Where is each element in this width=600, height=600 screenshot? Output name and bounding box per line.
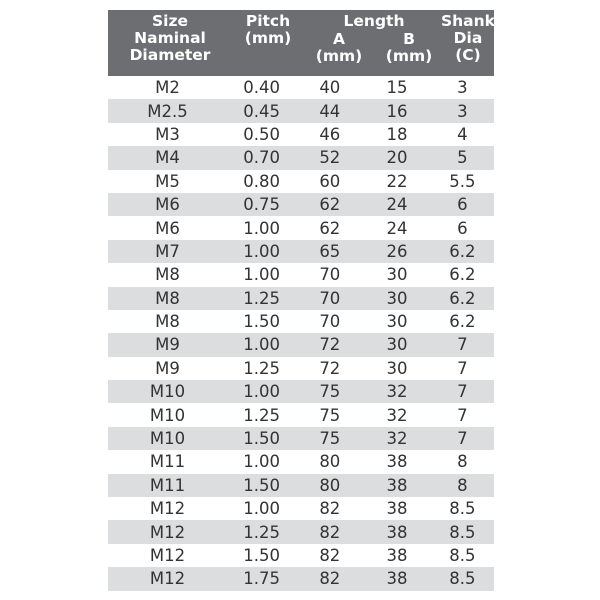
cell-size: M6 <box>155 195 180 215</box>
header-size-line: Naminal <box>134 29 206 47</box>
header-length-b <box>374 31 444 65</box>
cell-shank-dia: 6 <box>457 195 468 215</box>
cell-length-b: 20 <box>386 148 408 168</box>
cell-pitch: 0.50 <box>243 124 280 144</box>
cell-pitch: 1.50 <box>243 546 280 565</box>
cell-pitch: 1.00 <box>243 241 280 261</box>
cell-pitch: 1.00 <box>243 265 280 285</box>
cell-length-b: 30 <box>386 288 408 308</box>
cell-size: M4 <box>155 148 180 168</box>
cell-pitch: 1.00 <box>243 452 280 472</box>
cell-length-b: 22 <box>386 171 408 191</box>
cell-pitch: 1.00 <box>243 335 280 355</box>
header-shank-dia <box>438 13 498 64</box>
cell-pitch: 1.00 <box>243 499 280 519</box>
cell-pitch: 1.50 <box>243 475 280 495</box>
header-b-line: B <box>403 30 415 48</box>
cell-length-a: 75 <box>319 382 341 402</box>
cell-shank-dia: 6.2 <box>449 241 476 261</box>
cell-length-b: 15 <box>386 78 408 98</box>
cell-size: M12 <box>149 499 186 519</box>
cell-length-b: 32 <box>386 405 408 425</box>
cell-shank-dia: 5 <box>457 148 468 168</box>
cell-size: M7 <box>155 241 180 261</box>
header-pitch-line: (mm) <box>244 29 292 47</box>
header-shank-line: (C) <box>455 46 481 64</box>
cell-shank-dia: 7 <box>457 382 468 402</box>
table-row <box>108 520 494 543</box>
cell-length-b: 38 <box>386 546 408 565</box>
cell-shank-dia: 6.2 <box>449 265 476 285</box>
cell-length-b: 32 <box>386 429 408 449</box>
cell-size: M10 <box>149 429 186 449</box>
header-length: Length <box>343 12 405 30</box>
header-size-line: Size <box>151 12 188 30</box>
cell-length-b: 32 <box>386 382 408 402</box>
thread-size-table <box>108 10 494 591</box>
cell-pitch: 0.80 <box>243 171 280 191</box>
table-row <box>108 403 494 426</box>
cell-size: M6 <box>155 218 180 238</box>
header-shank-line: Shank <box>440 12 495 30</box>
table-row <box>108 333 494 356</box>
cell-length-a: 82 <box>319 546 341 565</box>
cell-pitch: 1.75 <box>243 569 280 589</box>
table-row <box>108 170 494 193</box>
table-row <box>108 567 494 590</box>
cell-length-b: 24 <box>386 218 408 238</box>
cell-length-b: 24 <box>386 195 408 215</box>
cell-length-a: 46 <box>319 124 341 144</box>
cell-pitch: 0.75 <box>243 195 280 215</box>
table-row <box>108 544 494 567</box>
cell-size: M5 <box>155 171 180 191</box>
cell-size: M12 <box>149 569 186 589</box>
cell-shank-dia: 4 <box>457 124 468 144</box>
header-a-line: A <box>333 30 345 48</box>
cell-length-a: 70 <box>319 288 341 308</box>
cell-length-b: 30 <box>386 335 408 355</box>
cell-length-a: 52 <box>319 148 341 168</box>
cell-size: M11 <box>149 475 186 495</box>
cell-size: M10 <box>149 405 186 425</box>
table-row <box>108 76 494 99</box>
cell-length-b: 38 <box>386 452 408 472</box>
cell-shank-dia: 8.5 <box>449 499 476 519</box>
cell-length-a: 82 <box>319 499 341 519</box>
cell-length-a: 62 <box>319 218 341 238</box>
table-row <box>108 380 494 403</box>
cell-length-b: 38 <box>386 569 408 589</box>
cell-shank-dia: 7 <box>457 429 468 449</box>
cell-length-b: 26 <box>386 241 408 261</box>
cell-size: M9 <box>155 335 180 355</box>
cell-length-a: 80 <box>319 452 341 472</box>
cell-pitch: 1.25 <box>243 288 280 308</box>
cell-shank-dia: 6.2 <box>449 288 476 308</box>
cell-size: M8 <box>155 288 180 308</box>
cell-length-b: 38 <box>386 522 408 542</box>
cell-length-b: 38 <box>386 475 408 495</box>
cell-size: M2.5 <box>147 101 188 121</box>
cell-pitch: 0.70 <box>243 148 280 168</box>
header-a-line: (mm) <box>315 47 363 65</box>
cell-pitch: 1.25 <box>243 405 280 425</box>
cell-length-b: 16 <box>386 101 408 121</box>
cell-pitch: 1.50 <box>243 312 280 332</box>
cell-length-a: 40 <box>319 78 341 98</box>
cell-pitch: 1.25 <box>243 358 280 378</box>
cell-shank-dia: 8.5 <box>449 546 476 565</box>
cell-length-a: 70 <box>319 312 341 332</box>
cell-shank-dia: 7 <box>457 335 468 355</box>
cell-pitch: 1.25 <box>243 522 280 542</box>
table-body <box>108 76 494 591</box>
cell-length-a: 62 <box>319 195 341 215</box>
cell-pitch: 1.50 <box>243 429 280 449</box>
cell-size: M2 <box>155 78 180 98</box>
cell-pitch: 1.00 <box>243 218 280 238</box>
header-length-a <box>304 31 374 65</box>
table-row <box>108 357 494 380</box>
cell-size: M11 <box>149 452 186 472</box>
cell-shank-dia: 8.5 <box>449 522 476 542</box>
cell-size: M12 <box>149 522 186 542</box>
table-row <box>108 310 494 333</box>
header-shank-line: Dia <box>453 29 483 47</box>
cell-length-a: 44 <box>319 101 341 121</box>
cell-length-a: 60 <box>319 171 341 191</box>
table-row <box>108 287 494 310</box>
header-b-line: (mm) <box>385 47 433 65</box>
cell-length-a: 80 <box>319 475 341 495</box>
cell-shank-dia: 6 <box>457 218 468 238</box>
cell-shank-dia: 5.5 <box>449 171 476 191</box>
cell-length-b: 30 <box>386 358 408 378</box>
cell-size: M8 <box>155 312 180 332</box>
table-row <box>108 450 494 473</box>
cell-pitch: 0.45 <box>243 101 280 121</box>
table-row <box>108 193 494 216</box>
cell-pitch: 1.00 <box>243 382 280 402</box>
header-size <box>108 13 232 64</box>
cell-length-a: 82 <box>319 569 341 589</box>
cell-pitch: 0.40 <box>243 78 280 98</box>
table-row <box>108 240 494 263</box>
cell-size: M12 <box>149 546 186 565</box>
cell-size: M8 <box>155 265 180 285</box>
cell-length-b: 18 <box>386 124 408 144</box>
cell-shank-dia: 8.5 <box>449 569 476 589</box>
cell-shank-dia: 8 <box>457 475 468 495</box>
table-row <box>108 146 494 169</box>
cell-shank-dia: 7 <box>457 405 468 425</box>
cell-size: M9 <box>155 358 180 378</box>
table-row <box>108 263 494 286</box>
table-row <box>108 474 494 497</box>
cell-length-a: 75 <box>319 405 341 425</box>
table-row <box>108 497 494 520</box>
cell-length-a: 72 <box>319 358 341 378</box>
header-pitch-line: Pitch <box>245 12 291 30</box>
cell-length-a: 70 <box>319 265 341 285</box>
table-row <box>108 427 494 450</box>
cell-length-b: 38 <box>386 499 408 519</box>
cell-length-a: 65 <box>319 241 341 261</box>
table-row <box>108 123 494 146</box>
cell-size: M10 <box>149 382 186 402</box>
cell-size: M3 <box>155 124 180 144</box>
table-row <box>108 216 494 239</box>
cell-shank-dia: 8 <box>457 452 468 472</box>
table-header <box>108 10 494 76</box>
header-pitch <box>232 13 304 47</box>
cell-shank-dia: 6.2 <box>449 312 476 332</box>
header-size-line: Diameter <box>129 46 211 64</box>
cell-length-b: 30 <box>386 265 408 285</box>
cell-length-a: 75 <box>319 429 341 449</box>
cell-length-a: 82 <box>319 522 341 542</box>
cell-shank-dia: 7 <box>457 358 468 378</box>
cell-shank-dia: 3 <box>457 101 468 121</box>
table-row <box>108 99 494 122</box>
cell-shank-dia: 3 <box>457 78 468 98</box>
cell-length-b: 30 <box>386 312 408 332</box>
cell-length-a: 72 <box>319 335 341 355</box>
